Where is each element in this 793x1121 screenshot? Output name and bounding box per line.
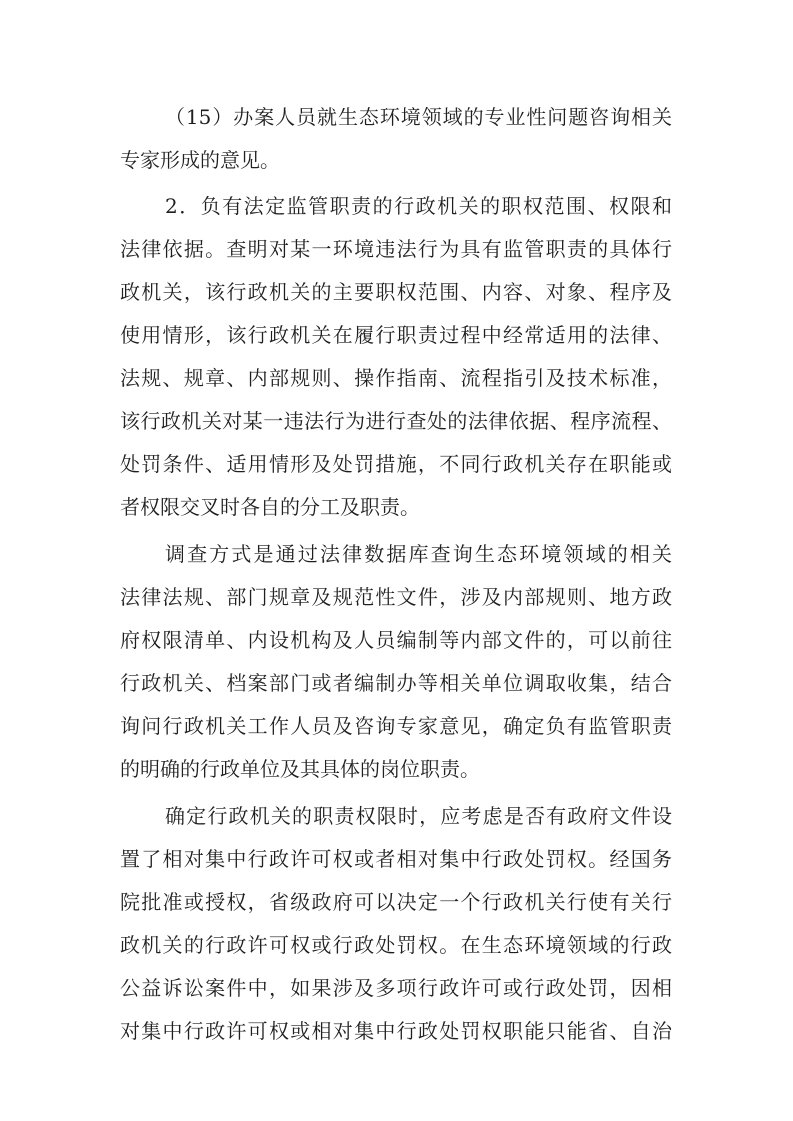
paragraph-15-line-1: （15）办案人员就生态环境领域的专业性问题咨询相关 — [165, 105, 672, 129]
investigation-line-4: 行政机关、档案部门或者编制办等相关单位调取收集，结合 — [120, 671, 672, 695]
authority-line-1: 确定行政机关的职责权限时，应考虑是否有政府文件设 — [165, 804, 672, 828]
section-2-line-2: 法律依据。查明对某一环境违法行为具有监管职责的具体行 — [120, 237, 672, 261]
investigation-line-5: 询问行政机关工作人员及咨询专家意见，确定负有监管职责 — [120, 714, 672, 738]
investigation-line-2: 法律法规、部门规章及规范性文件，涉及内部规则、地方政 — [120, 585, 672, 609]
section-2-line-1: 2．负有法定监管职责的行政机关的职权范围、权限和 — [165, 194, 672, 218]
authority-line-5: 公益诉讼案件中，如果涉及多项行政许可或行政处罚，因相 — [120, 976, 672, 1000]
section-2-line-4: 使用情形，该行政机关在履行职责过程中经常适用的法律、 — [120, 323, 672, 347]
investigation-line-1: 调查方式是通过法律数据库查询生态环境领域的相关 — [165, 542, 672, 566]
section-2-line-7: 处罚条件、适用情形及处罚措施，不同行政机关存在职能或 — [120, 452, 672, 476]
authority-line-4: 政机关的行政许可权或行政处罚权。在生态环境领域的行政 — [120, 933, 672, 957]
section-2-line-5: 法规、规章、内部规则、操作指南、流程指引及技术标准， — [120, 366, 672, 390]
section-2-line-6: 该行政机关对某一违法行为进行查处的法律依据、程序流程、 — [120, 409, 672, 433]
authority-line-3: 院批准或授权，省级政府可以决定一个行政机关行使有关行 — [120, 890, 672, 914]
investigation-line-6: 的明确的行政单位及其具体的岗位职责。 — [120, 757, 480, 781]
section-2-line-8: 者权限交叉时各自的分工及职责。 — [120, 495, 420, 519]
paragraph-15-line-2: 专家形成的意见。 — [120, 148, 280, 172]
investigation-line-3: 府权限清单、内设机构及人员编制等内部文件的，可以前往 — [120, 628, 672, 652]
section-2-line-3: 政机关，该行政机关的主要职权范围、内容、对象、程序及 — [120, 280, 672, 304]
authority-line-2: 置了相对集中行政许可权或者相对集中行政处罚权。经国务 — [120, 847, 672, 871]
authority-line-6: 对集中行政许可权或相对集中行政处罚权职能只能省、自治 — [120, 1019, 672, 1043]
